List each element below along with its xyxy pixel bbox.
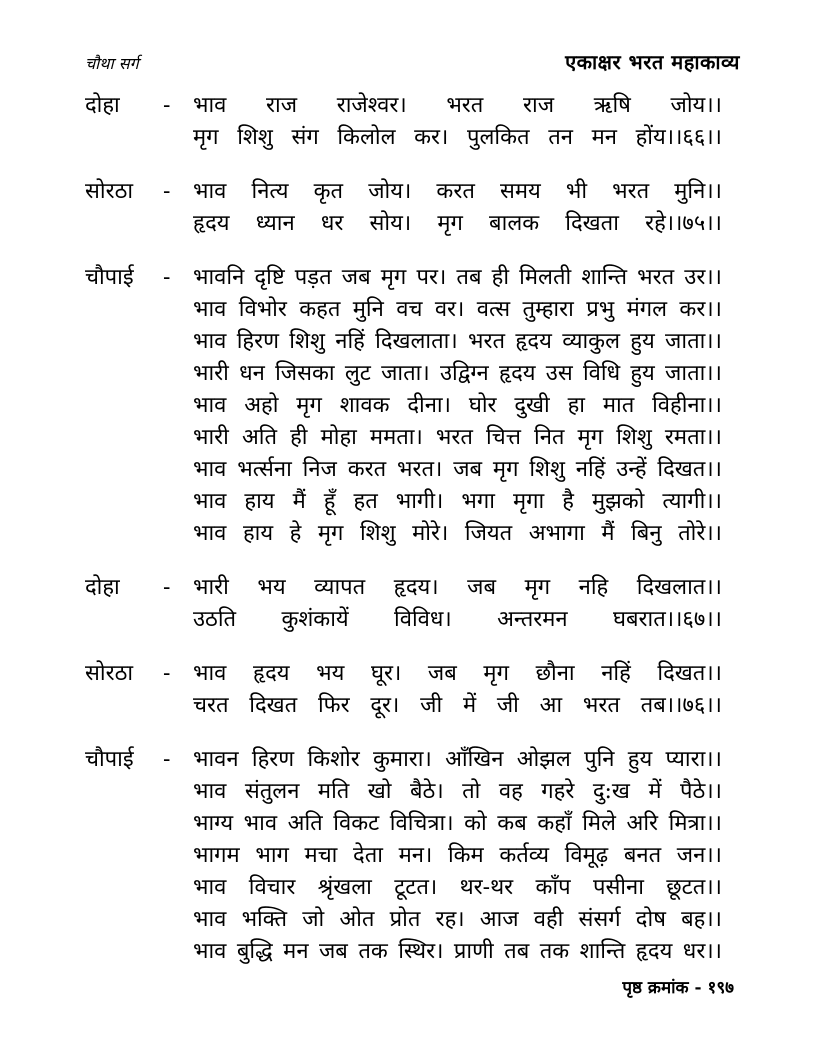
verse-line: भावन हिरण किशोर कुमारा। आँखिन ओझल पुनि हुय प्यारा।। xyxy=(193,747,722,772)
stanza xyxy=(85,572,722,636)
page-number: पृष्ठ क्रमांक - १९७ xyxy=(622,978,734,998)
stanza-label: चौपाई xyxy=(85,265,134,290)
stanza xyxy=(85,90,722,154)
stanza-list xyxy=(85,90,722,990)
stanza-dash: - xyxy=(163,661,171,686)
stanza-label: दोहा xyxy=(85,575,120,600)
verse-line: भाव भक्ति जो ओत प्रोत रह। आज वही संसर्ग दोष बह।। xyxy=(193,907,722,932)
stanza-verses xyxy=(193,658,722,722)
stanza-verses xyxy=(193,176,722,240)
verse-line: भाव भर्त्सना निज करत भरत। जब मृग शिशु नहिं उन्हें दिखत।। xyxy=(193,457,722,482)
stanza-verses xyxy=(193,572,722,636)
stanza-verses xyxy=(193,262,722,550)
section-heading: चौथा सर्ग xyxy=(85,54,139,73)
stanza xyxy=(85,176,722,240)
stanza-label: चौपाई xyxy=(85,747,134,772)
stanza-dash: - xyxy=(163,93,171,118)
verse-line: भाव राज राजेश्वर। भरत राज ऋषि जोय।। xyxy=(193,93,722,118)
verse-line: भारी धन जिसका लुट जाता। उद्विग्न हृदय उस विधि हुय जाता।। xyxy=(193,361,722,386)
verse-line: भाव बुद्धि मन जब तक स्थिर। प्राणी तब तक शान्ति हृदय धर।। xyxy=(193,939,722,964)
verse-line: भारी अति ही मोहा ममता। भरत चित्त नित मृग शिशु रमता।। xyxy=(193,425,722,450)
stanza-label: दोहा xyxy=(85,93,120,118)
verse-line: भाग्य भाव अति विकट विचित्रा। को कब कहाँ मिले अरि मित्रा।। xyxy=(193,811,722,836)
stanza-verses xyxy=(193,90,722,154)
book-title: एकाक्षर भरत महाकाव्य xyxy=(565,50,740,74)
verse-line: भाव हाय मैं हूँ हत भागी। भगा मृगा है मुझको त्यागी।। xyxy=(193,489,722,514)
stanza-label: सोरठा xyxy=(85,179,134,204)
verse-line: भागम भाग मचा देता मन। किम कर्तव्य विमूढ़ बनत जन।। xyxy=(193,843,722,868)
verse-line: हृदय ध्यान धर सोय। मृग बालक दिखता रहे।।७५।। xyxy=(193,211,722,236)
stanza-verses xyxy=(193,744,722,968)
stanza-dash: - xyxy=(163,179,171,204)
verse-line: भाव विभोर कहत मुनि वच वर। वत्स तुम्हारा प्रभु मंगल कर।। xyxy=(193,297,722,322)
verse-line: भाव हिरण शिशु नहिं दिखलाता। भरत हृदय व्याकुल हुय जाता।। xyxy=(193,329,722,354)
stanza xyxy=(85,262,722,550)
stanza-label: सोरठा xyxy=(85,661,134,686)
verse-line: मृग शिशु संग किलोल कर। पुलकित तन मन होंय।।६६।। xyxy=(193,125,722,150)
stanza-dash: - xyxy=(163,265,171,290)
stanza-dash: - xyxy=(163,747,171,772)
stanza xyxy=(85,658,722,722)
verse-line: भाव अहो मृग शावक दीना। घोर दुखी हा मात विहीना।। xyxy=(193,393,722,418)
verse-line: चरत दिखत फिर दूर। जी में जी आ भरत तब।।७६।। xyxy=(193,693,722,718)
stanza xyxy=(85,744,722,968)
verse-line: भाव संतुलन मति खो बैठे। तो वह गहरे दु:ख में पैठे।। xyxy=(193,779,722,804)
page-header xyxy=(85,50,740,76)
page-footer xyxy=(85,976,734,1000)
verse-line: भारी भय व्यापत हृदय। जब मृग नहि दिखलात।। xyxy=(193,575,722,600)
stanza-dash: - xyxy=(163,575,171,600)
verse-line: भाव हाय हे मृग शिशु मोरे। जियत अभागा मैं बिनु तोरे।। xyxy=(193,521,722,546)
verse-line: भावनि दृष्टि पड़त जब मृग पर। तब ही मिलती शान्ति भरत उर।। xyxy=(193,265,722,290)
verse-line: भाव हृदय भय घूर। जब मृग छौना नहिं दिखत।। xyxy=(193,661,722,686)
verse-line: उठति कुशंकायें विविध। अन्तरमन घबरात।।६७।। xyxy=(193,607,722,632)
verse-line: भाव नित्य कृत जोय। करत समय भी भरत मुनि।। xyxy=(193,179,722,204)
verse-line: भाव विचार श्रृंखला टूटत। थर-थर काँप पसीना छूटत।। xyxy=(193,875,722,900)
